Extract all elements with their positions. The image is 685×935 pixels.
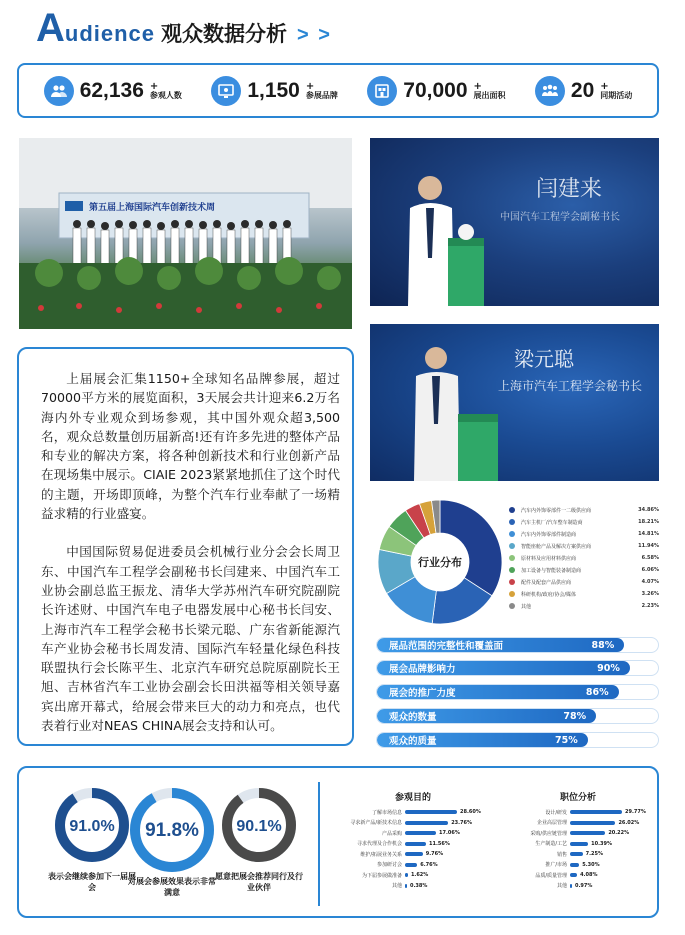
- ring-label: 愿意把展会推荐同行及行业伙伴: [215, 872, 303, 892]
- legend-item: [509, 540, 659, 552]
- legend-dot: [509, 579, 515, 585]
- purpose-row: [333, 807, 493, 818]
- purpose-value: 28.60%: [460, 809, 481, 816]
- legend-dot: [509, 507, 515, 513]
- stat-plus: +: [149, 80, 159, 92]
- rating-value: 75%: [555, 734, 578, 746]
- position-bar: [570, 821, 615, 825]
- description-box: [17, 347, 354, 746]
- purpose-value: 0.38%: [410, 882, 428, 889]
- rating-label: 观众的质量: [389, 736, 437, 747]
- purpose-chart: [333, 790, 493, 891]
- ring-label: 对展会参展效果表示非常满意: [128, 877, 216, 897]
- rating-bar: [376, 708, 659, 724]
- purpose-label: 参加研讨会: [376, 862, 402, 869]
- legend-label: 汽车内外饰零部件制造商: [521, 531, 577, 538]
- rating-label: 展会的推广力度: [389, 688, 456, 699]
- description-paragraph: 上届展会汇集1150+全球知名品牌参展，超过70000平方米的展览面积，3天展会共计迎来6.2万名海内外专业观众到场参观，其中国外观众超3,500名，观众总数量创历届新高!还有许多先进的整体产品和专业的解决方案，将各种创新技术和行业创新产品在现场集中展示。CIAIE 2023紧紧地抓住了这个时代的主题，开场即顶峰，为整个汽车行业奉献了一场精益求精的行业盛宴。: [41, 371, 340, 522]
- donut-center-label: 行业分布: [418, 556, 462, 569]
- purpose-bar: [405, 821, 448, 825]
- legend-dot: [509, 519, 515, 525]
- purpose-row: [333, 839, 493, 850]
- position-row: [498, 818, 658, 829]
- legend-dot: [509, 543, 515, 549]
- legend-item: [509, 600, 659, 612]
- position-value: 10.39%: [591, 840, 612, 847]
- position-label: 设计/研发: [545, 809, 567, 816]
- speaker-photo-1: [370, 138, 659, 306]
- legend-value: 3.26%: [641, 591, 659, 597]
- purpose-title: 参观目的: [394, 793, 431, 803]
- purpose-row: [333, 849, 493, 860]
- position-bar: [570, 873, 577, 877]
- rating-bar: [376, 660, 659, 676]
- legend-value: 6.58%: [641, 555, 659, 561]
- rating-label: 观众的数量: [389, 712, 437, 723]
- purpose-bar: [405, 852, 423, 856]
- screen-display-icon: [211, 76, 241, 106]
- rating-label: 展品范围的完整性和覆盖面: [389, 641, 504, 652]
- industry-legend: [509, 504, 659, 612]
- ring-graphic: [52, 785, 132, 865]
- stat-area: [367, 76, 505, 106]
- legend-label: 加工设备与智能装备制造商: [521, 567, 582, 574]
- stat-visitors: [44, 76, 182, 106]
- title-english: udience: [64, 21, 156, 46]
- purpose-row: [333, 860, 493, 871]
- purpose-bar: [405, 873, 408, 877]
- stat-value: 20: [570, 78, 595, 102]
- position-label: 推广/市场: [545, 862, 567, 869]
- title-initial: A: [36, 6, 65, 50]
- position-row: [498, 860, 658, 871]
- purpose-value: 1.62%: [410, 872, 429, 879]
- purpose-value: 17.06%: [439, 830, 460, 837]
- legend-dot: [509, 555, 515, 561]
- stat-plus: +: [305, 80, 315, 92]
- legend-dot: [509, 603, 515, 609]
- speaker1-name: 闫建来: [536, 177, 603, 202]
- rating-value: 88%: [591, 639, 615, 651]
- position-row: [498, 881, 658, 892]
- purpose-bar: [405, 884, 407, 888]
- rating-fill: [377, 638, 624, 652]
- people-group-icon: [44, 76, 74, 106]
- stat-events: [535, 76, 632, 106]
- legend-dot: [509, 567, 515, 573]
- legend-label: 配件及配套产品供应商: [521, 579, 572, 586]
- purpose-value: 6.76%: [420, 861, 438, 868]
- stat-brands: [211, 76, 338, 106]
- legend-label: 原材料及应用材料供应商: [521, 555, 577, 562]
- purpose-bar: [405, 842, 426, 846]
- position-label: 其他: [556, 883, 567, 890]
- purpose-row: [333, 881, 493, 892]
- stat-value: 1,150: [247, 78, 300, 102]
- purpose-label: 寻求新产品/新技术信息: [350, 820, 402, 827]
- position-value: 29.77%: [625, 809, 646, 816]
- purpose-row: [333, 818, 493, 829]
- position-row: [498, 828, 658, 839]
- position-chart: [498, 790, 658, 891]
- ring-value: 91.8%: [145, 820, 199, 841]
- ring-value: 90.1%: [236, 818, 282, 835]
- stat-value: 62,136: [79, 78, 144, 102]
- industry-donut-chart: [370, 492, 510, 632]
- satisfaction-ring: [214, 785, 304, 893]
- legend-value: 18.21%: [638, 519, 659, 525]
- legend-item: [509, 528, 659, 540]
- page-title: [36, 6, 332, 51]
- purpose-label: 其他: [391, 883, 402, 890]
- title-chinese: 观众数据分析: [161, 22, 288, 46]
- legend-value: 14.81%: [638, 531, 659, 537]
- purpose-label: 产品采购: [381, 830, 402, 837]
- legend-value: 34.86%: [638, 507, 659, 513]
- legend-value: 11.94%: [638, 543, 659, 549]
- position-bar: [570, 884, 572, 888]
- section-divider: [318, 782, 320, 906]
- legend-label: 汽车内外饰零部件一二级供应商: [521, 507, 592, 514]
- legend-value: 2.23%: [641, 603, 659, 609]
- stat-label: 展出面积: [473, 90, 506, 100]
- ring-graphic: [219, 785, 299, 865]
- rating-bar: [376, 684, 659, 700]
- purpose-value: 23.76%: [451, 819, 473, 826]
- position-row: [498, 870, 658, 881]
- guests-paragraph: 中国国际贸易促进委员会机械行业分会会长周卫东、中国汽车工程学会副秘书长闫建来、中国汽车工业协会副总监王振龙、清华大学苏州汽车研究院副院长许述财、中国汽车电子电器发展中心秘书长闫安、上海市汽车工程学会秘书长梁元聪、广东省新能源汽车产业协会秘书长周发清、国际汽车轻量化绿色科技联盟执行会长陈平生、北京汽车研究总院原副院长王旭、吉林省汽车工业协会副会长田洪福等相关领导嘉宾出席开幕式，给展会带来巨大的动力和亮点，也代表着行业对NEAS CHINA展会支持和认可。: [41, 544, 340, 734]
- position-bar: [570, 863, 579, 867]
- position-value: 5.30%: [582, 861, 600, 868]
- position-value: 26.02%: [618, 819, 640, 826]
- purpose-bar: [405, 810, 457, 814]
- legend-item: [509, 516, 659, 528]
- legend-dot: [509, 591, 515, 597]
- satisfaction-ring: [47, 785, 137, 893]
- position-value: 4.08%: [580, 872, 598, 879]
- speaker-photo-2: [370, 324, 659, 481]
- rating-fill: [377, 685, 619, 699]
- purpose-label: 了解市场信息: [371, 809, 402, 816]
- legend-dot: [509, 531, 515, 537]
- purpose-row: [333, 870, 493, 881]
- legend-value: 4.07%: [641, 579, 659, 585]
- rating-label: 展会品牌影响力: [389, 664, 456, 675]
- legend-item: [509, 576, 659, 588]
- position-label: 企业高层管理: [536, 820, 567, 827]
- legend-label: 科研机构/政府/协会/媒体: [521, 591, 577, 598]
- stat-value: 70,000: [403, 78, 468, 102]
- position-value: 0.97%: [575, 882, 593, 889]
- purpose-label: 为下届参展做准备: [361, 872, 402, 879]
- legend-label: 汽车主机厂/汽车整车制造商: [521, 519, 583, 526]
- purpose-row: [333, 828, 493, 839]
- legend-item: [509, 588, 659, 600]
- position-bar: [570, 852, 583, 856]
- position-title: 职位分析: [559, 793, 596, 803]
- team-activity-icon: [535, 76, 565, 106]
- legend-item: [509, 504, 659, 516]
- purpose-value: 9.76%: [425, 851, 444, 858]
- ring-value: 91.0%: [69, 818, 115, 835]
- position-value: 20.22%: [608, 830, 630, 837]
- position-value: 7.25%: [585, 851, 604, 858]
- position-label: 生产制造/工艺: [535, 841, 567, 848]
- rating-bar: [376, 637, 659, 653]
- position-bar: [570, 842, 588, 846]
- position-label: 品质/质量管理: [535, 872, 567, 879]
- rating-value: 90%: [597, 662, 620, 674]
- rating-value: 86%: [585, 686, 609, 698]
- legend-label: 其他: [521, 603, 532, 610]
- rating-fill: [377, 661, 630, 675]
- purpose-bar: [405, 831, 436, 835]
- rating-fill: [377, 733, 588, 747]
- purpose-label: 寻求代理及合作机会: [356, 841, 402, 848]
- position-row: [498, 839, 658, 850]
- stat-plus: +: [473, 80, 482, 92]
- building-area-icon: [367, 76, 397, 106]
- stats-bar: [17, 63, 659, 118]
- rating-bar: [376, 732, 659, 748]
- rating-value: 78%: [563, 710, 587, 722]
- legend-item: [509, 552, 659, 564]
- purpose-label: 维护/拓展业务关系: [360, 851, 402, 858]
- stat-label: 参展品牌: [305, 90, 338, 100]
- legend-item: [509, 564, 659, 576]
- position-bar: [570, 810, 622, 814]
- stat-label: 参观人数: [149, 90, 182, 100]
- ring-label: 表示会继续参加下一届展会: [48, 872, 136, 892]
- ring-graphic: [127, 785, 217, 875]
- title-arrows: > >: [297, 24, 332, 46]
- banner-text: 第五届上海国际汽车创新技术周: [89, 203, 216, 213]
- stat-label: 同期活动: [600, 90, 633, 100]
- purpose-bar: [405, 863, 417, 867]
- rating-fill: [377, 709, 596, 723]
- opening-ceremony-photo: [19, 138, 352, 329]
- speaker2-name: 梁元聪: [514, 347, 574, 371]
- speaker2-title: 上海市汽车工程学会秘书长: [498, 379, 643, 393]
- position-row: [498, 849, 658, 860]
- legend-value: 6.06%: [641, 567, 659, 573]
- satisfaction-ring: [127, 785, 217, 898]
- position-label: 采购/供应链管理: [530, 830, 567, 837]
- purpose-value: 11.56%: [429, 840, 450, 847]
- legend-label: 智能座舱产品及解决方案供应商: [521, 543, 592, 550]
- position-label: 销售: [556, 851, 567, 858]
- position-bar: [570, 831, 605, 835]
- speaker1-title: 中国汽车工程学会副秘书长: [500, 212, 620, 223]
- stat-plus: +: [600, 80, 609, 92]
- position-row: [498, 807, 658, 818]
